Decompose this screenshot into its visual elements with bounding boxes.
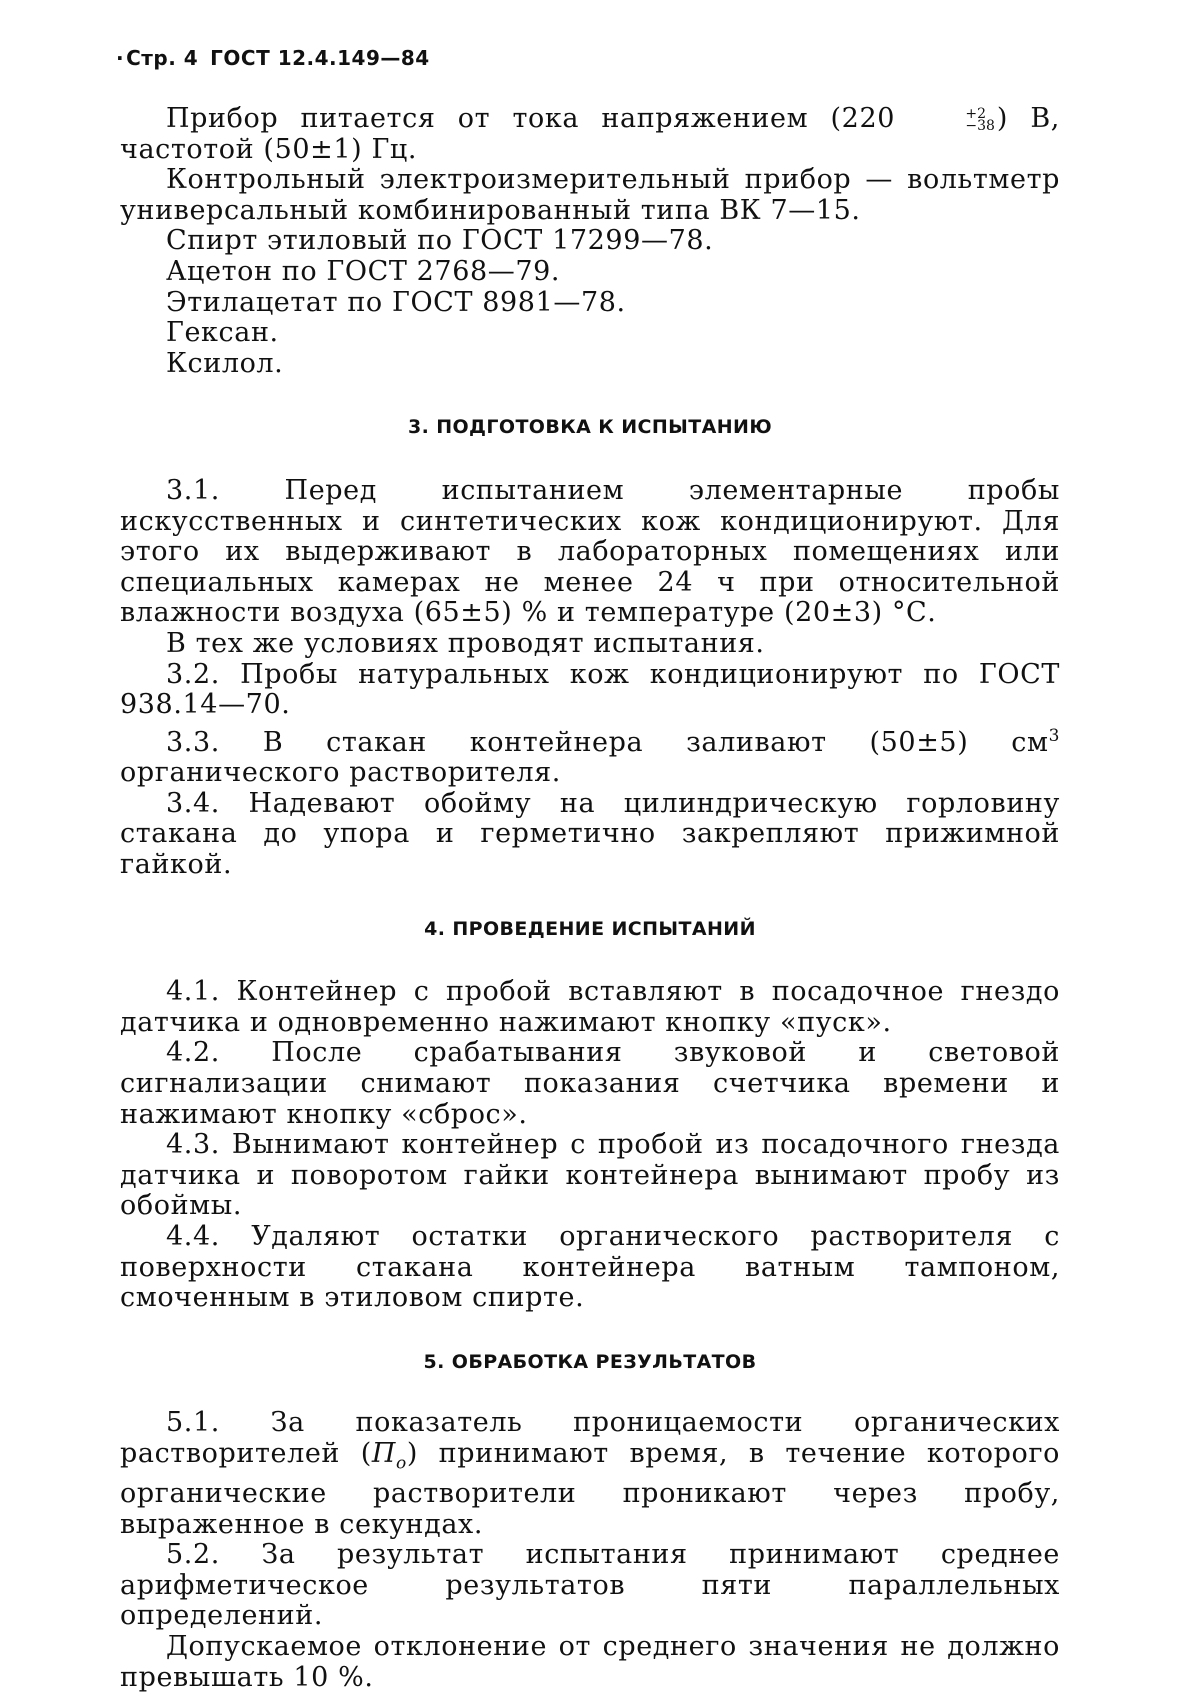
intro-power-paragraph — [120, 104, 1060, 165]
intro-ethanol-line: Спирт этиловый по ГОСТ 17299—78. — [166, 225, 714, 257]
intro-power-text: Прибор питается от тока напряжением (220 — [166, 103, 918, 134]
page-number: Стр. 4 — [126, 46, 199, 70]
voltage-tolerance — [919, 105, 995, 134]
tolerance-lower: −38 — [965, 117, 995, 134]
paragraph-5-2: 5.2. За результат испытания принимают среднее арифметическое результатов пяти параллельных определений. — [120, 1539, 1060, 1632]
paragraph-3-3 — [120, 721, 1060, 789]
paragraph-3-3-text: 3.3. В стакан контейнера заливают (50±5) см — [166, 726, 1049, 758]
permeability-symbol: П — [371, 1437, 396, 1469]
permeability-subscript: o — [395, 1453, 407, 1474]
section-5-heading: 5. ОБРАБОТКА РЕЗУЛЬТАТОВ — [423, 1350, 757, 1373]
paragraph-4-2: 4.2. После срабатывания звуковой и световой сигнализации снимают показания счетчика времени и нажимают кнопку «сброс». — [120, 1037, 1060, 1130]
page-header — [116, 46, 430, 70]
paragraph-5-1 — [120, 1408, 1060, 1540]
intro-frequency-text: ) В, частотой (50±1) Гц. — [120, 103, 1060, 165]
paragraph-4-4: 4.4. Удаляют остатки органического растворителя с поверхности стакана контейнера ватным тампоном, смоченным в этиловом спирте. — [120, 1221, 1060, 1314]
intro-acetone-line: Ацетон по ГОСТ 2768—79. — [166, 255, 561, 287]
paragraph-5-2-tolerance: Допускаемое отклонение от среднего значения не должно превышать 10 %. — [120, 1630, 1060, 1693]
intro-hexane-line: Гексан. — [166, 317, 279, 349]
header-dot: · — [116, 46, 125, 70]
tolerance-upper: +2 — [965, 105, 986, 122]
paragraph-3-3-tail: органического растворителя. — [120, 757, 561, 789]
document-body — [120, 104, 1060, 1693]
paragraph-4-3: 4.3. Вынимают контейнер с пробой из посадочного гнезда датчика и поворотом гайки контейнера вынимают пробу из обоймы. — [120, 1129, 1060, 1222]
cubic-superscript: 3 — [1048, 725, 1060, 746]
intro-ethylacetate-line: Этилацетат по ГОСТ 8981—78. — [166, 286, 626, 318]
paragraph-3-1-conditions: В тех же условиях проводят испытания. — [166, 627, 765, 659]
section-3-heading: 3. ПОДГОТОВКА К ИСПЫТАНИЮ — [407, 416, 773, 439]
paragraph-3-4: 3.4. Надевают обойму на цилиндрическую горловину стакана до упора и герметично закрепляют прижимной гайкой. — [120, 787, 1060, 881]
paragraph-5-1-text: 5.1. За показатель проницаемости органических растворителей ( — [120, 1407, 1060, 1469]
paragraph-3-2: 3.2. Пробы натуральных кож кондиционируют по ГОСТ 938.14—70. — [120, 658, 1060, 721]
paragraph-4-1: 4.1. Контейнер с пробой вставляют в посадочное гнездо датчика и одновременно нажимают кнопку «пуск». — [120, 976, 1060, 1038]
section-4-heading: 4. ПРОВЕДЕНИЕ ИСПЫТАНИЙ — [424, 917, 756, 940]
paragraph-5-1-tail: ) принимают время, в течение которого органические растворители проникают через пробу, выраженное в секундах. — [120, 1437, 1060, 1540]
intro-voltmeter-paragraph: Контрольный электроизмерительный прибор — вольтметр универсальный комбинированный типа ВК 7—15. — [120, 164, 1060, 226]
paragraph-3-1: 3.1. Перед испытанием элементарные пробы искусственных и синтетических кож кондиционируют. Для этого их выдерживают в лабораторных помещениях или специальных камерах не менее 24 ч при относительной влажности воздуха (65±5) % и температуре (20±3) °С. — [120, 474, 1060, 629]
standard-code: ГОСТ 12.4.149—84 — [210, 46, 430, 70]
intro-xylene-line: Ксилол. — [166, 347, 284, 379]
